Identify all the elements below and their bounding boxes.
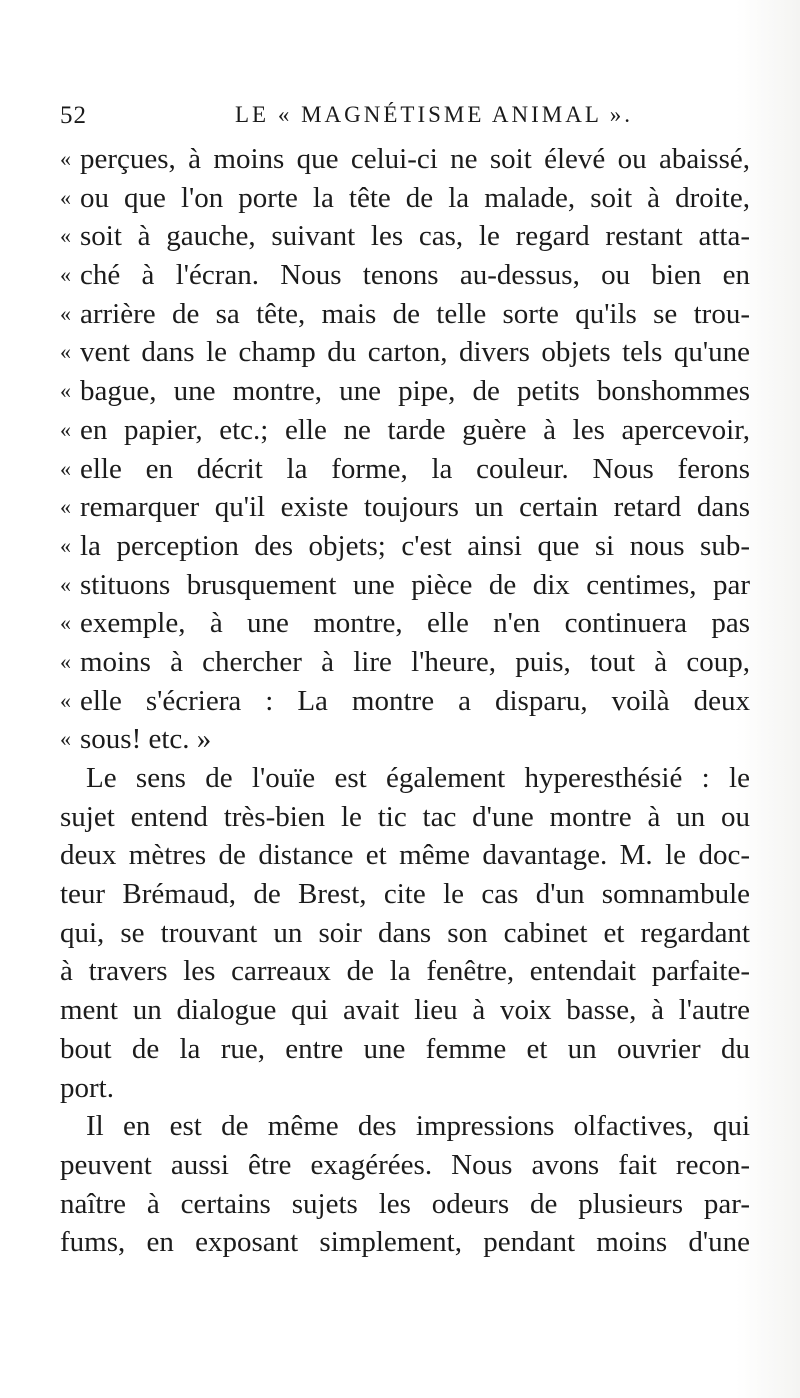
quote-line <box>60 488 750 527</box>
quote-line-text: moins à chercher à lire l'heure, puis, tout à coup, <box>80 645 750 678</box>
paragraph-olfactory <box>60 1107 750 1262</box>
quote-line-text: remarquer qu'il existe toujours un certain retard dans <box>80 491 750 524</box>
quote-line <box>60 720 750 759</box>
quote-mark: « <box>60 455 71 481</box>
quote-line <box>60 372 750 411</box>
quote-mark: « <box>60 223 71 249</box>
quote-line <box>60 682 750 721</box>
quote-line <box>60 411 750 450</box>
quote-mark: « <box>60 146 71 171</box>
quote-line <box>60 179 750 218</box>
quote-line <box>60 527 750 566</box>
quoted-passage <box>60 140 750 759</box>
quote-mark: « <box>60 571 71 597</box>
quote-mark: « <box>60 416 71 442</box>
paragraph-line: peuvent aussi être exagérées. Nous avons fait recon- <box>60 1148 750 1181</box>
quote-line-text: en papier, etc.; elle ne tarde guère à les apercevoir, <box>80 413 750 446</box>
paragraph-line: Il en est de même des impressions olfactives, qui <box>86 1110 750 1143</box>
paragraph-line: deux mètres de distance et même davantage. M. le doc- <box>60 839 750 872</box>
quote-mark: « <box>60 687 71 713</box>
quote-line <box>60 295 750 334</box>
quote-mark: « <box>60 300 71 326</box>
body-text <box>60 140 750 1262</box>
quote-line-text: elle s'écriera : La montre a disparu, voilà deux <box>80 684 750 717</box>
paragraph-line: ment un dialogue qui avait lieu à voix basse, à l'autre <box>60 994 750 1027</box>
paragraph-line: teur Brémaud, de Brest, cite le cas d'un somnambule <box>60 878 750 911</box>
paragraph-line: bout de la rue, entre une femme et un ouvrier du <box>60 1032 750 1065</box>
quote-line-text: la perception des objets; c'est ainsi que si nous sub- <box>80 529 750 562</box>
quote-line-text: exemple, à une montre, elle n'en continuera pas <box>80 607 750 640</box>
quote-mark: « <box>60 532 71 558</box>
quote-line <box>60 256 750 295</box>
paragraph-line: sujet entend très-bien le tic tac d'une montre à un ou <box>60 800 750 833</box>
quote-mark: « <box>60 262 71 288</box>
quote-line <box>60 217 750 256</box>
quote-line <box>60 604 750 643</box>
paragraph-line: fums, en exposant simplement, pendant moins d'une <box>60 1226 750 1259</box>
quote-line-text: bague, une montre, une pipe, de petits bonshommes <box>80 375 750 408</box>
quote-line-text: stituons brusquement une pièce de dix centimes, par <box>80 568 750 601</box>
quote-line-text: ché à l'écran. Nous tenons au-dessus, ou bien en <box>80 259 750 292</box>
quote-mark: « <box>60 184 71 210</box>
quote-line-text: ou que l'on porte la tête de la malade, soit à droite, <box>80 181 750 214</box>
quote-line-text: arrière de sa tête, mais de telle sorte qu'ils se trou- <box>80 297 750 330</box>
quote-line <box>60 566 750 605</box>
quote-mark: « <box>60 726 71 752</box>
quote-mark: « <box>60 610 71 636</box>
quote-line-text: vent dans le champ du carton, divers objets tels qu'une <box>80 336 750 369</box>
page-header <box>60 102 760 136</box>
quote-mark: « <box>60 339 71 365</box>
paragraph-line: Le sens de l'ouïe est également hyperesthésié : le <box>86 762 750 794</box>
quote-line <box>60 140 750 179</box>
quote-line-text: soit à gauche, suivant les cas, le regard restant atta- <box>80 220 750 253</box>
quote-mark: « <box>60 648 71 674</box>
quote-line <box>60 643 750 682</box>
quote-mark: « <box>60 378 71 404</box>
quote-line-text: sous! etc. » <box>80 723 212 756</box>
paragraph-line: à travers les carreaux de la fenêtre, entendait parfaite- <box>60 955 750 988</box>
quote-mark: « <box>60 494 71 520</box>
running-title: LE « MAGNÉTISME ANIMAL ». <box>235 102 634 127</box>
paragraph-line: naître à certains sujets les odeurs de plusieurs par- <box>60 1187 750 1220</box>
quote-line-text: perçues, à moins que celui-ci ne soit élevé ou abaissé, <box>80 143 750 175</box>
paragraph-line: qui, se trouvant un soir dans son cabinet et regardant <box>60 916 750 949</box>
paragraph-hearing <box>60 759 750 1107</box>
page-number: 52 <box>60 102 87 129</box>
quote-line <box>60 333 750 372</box>
quote-line-text: elle en décrit la forme, la couleur. Nous ferons <box>80 452 750 485</box>
quote-line <box>60 450 750 489</box>
paragraph-line: port. <box>60 1071 114 1104</box>
